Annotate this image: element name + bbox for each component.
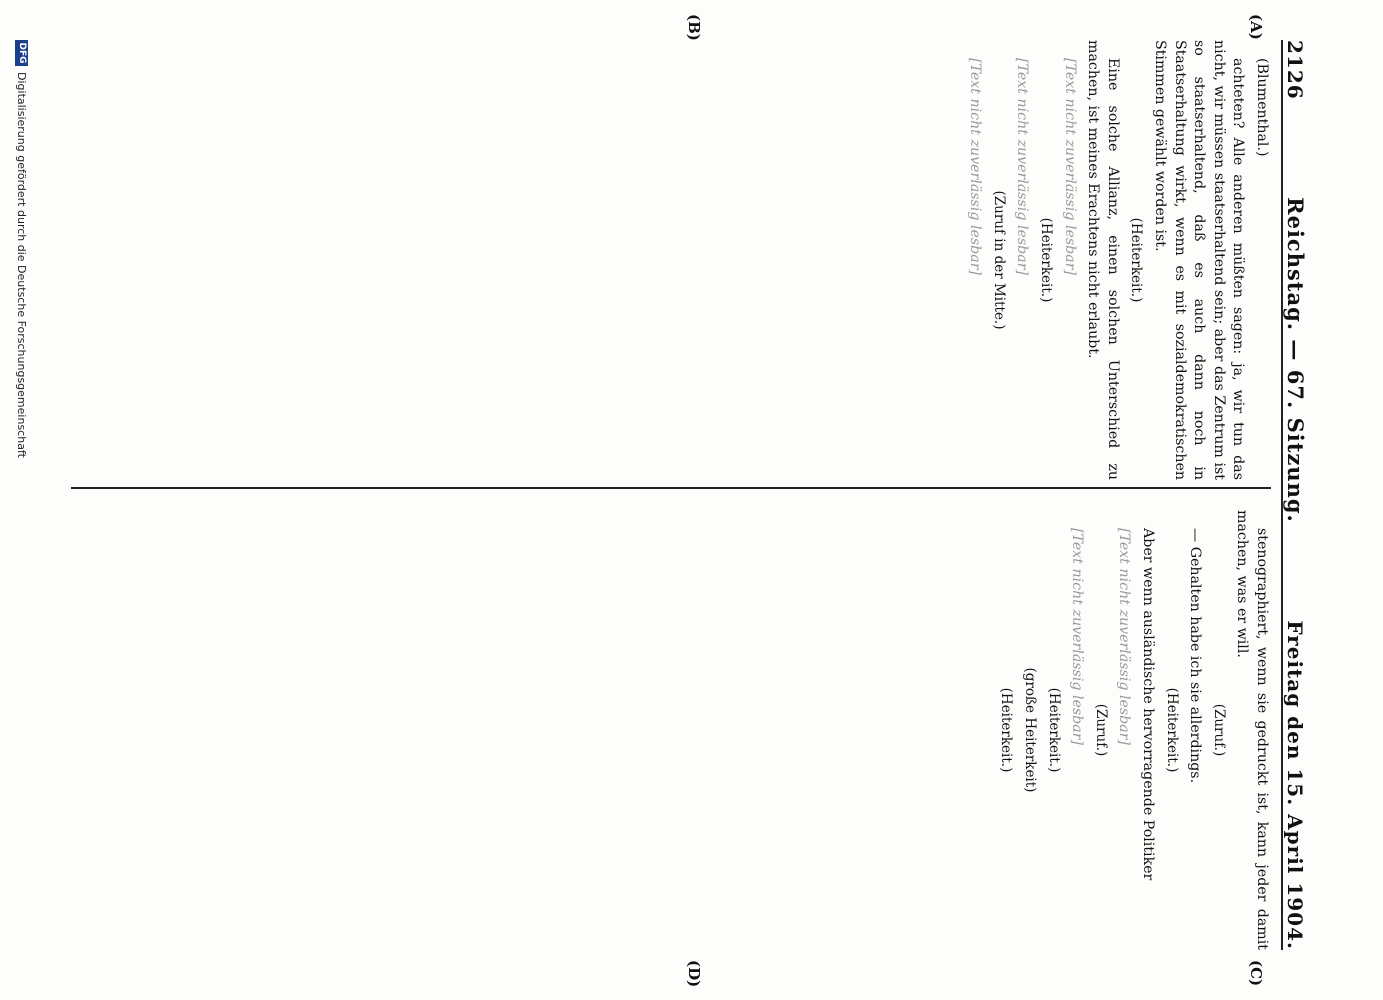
margin-marker-c: (C) [1247, 960, 1265, 987]
column-divider [71, 487, 1271, 489]
illegible-passage: [Text nicht zuverlässig lesbar] [1116, 528, 1133, 746]
interjection: (Heiterkeit.) [1038, 217, 1055, 303]
digitization-note [15, 40, 28, 960]
margin-marker-b: (B) [685, 14, 703, 41]
paragraph: (Blumenthal.) [1254, 58, 1270, 157]
interjection: (große Heiterkeit) [1021, 667, 1038, 793]
illegible-passage: [Text nicht zuverlässig lesbar] [1069, 528, 1086, 746]
funding-note: Digitalisierung gefördert durch die Deutsche Forschungsgemeinschaft [15, 72, 28, 458]
left-column [71, 40, 1271, 480]
interjection: (Zuruf in der Mitte.) [990, 190, 1007, 330]
paragraph: — Gehalten habe ich sie allerdings. [1187, 528, 1204, 784]
margin-marker-d: (D) [685, 960, 703, 988]
interjection: (Zuruf.) [1092, 703, 1109, 757]
page-number: 2126 [1283, 40, 1307, 100]
paragraph: achteten? Alle anderen müßten sagen: ja, wir tun das nicht, wir müssen staatserhaltend sein; aber das Zentrum ist so staatserhaltend, daß es auch dann noch in Staatserhaltung wirkt, wenn es mit sozialdemokratischen Stimmen gewählt worden ist. [1152, 40, 1247, 480]
interjection: (Heiterkeit.) [1045, 687, 1062, 773]
illegible-passage: [Text nicht zuverlässig lesbar] [1061, 58, 1078, 276]
interjection: (Zuruf.) [1210, 703, 1227, 757]
interjection: (Heiterkeit.) [998, 687, 1015, 773]
right-column [71, 510, 1271, 950]
margin-marker-a: (A) [1247, 14, 1265, 40]
illegible-passage: [Text nicht zuverlässig lesbar] [967, 58, 984, 276]
session-date: Freitag den 15. April 1904. [1283, 620, 1307, 950]
paragraph: Eine solche Allianz, einen solchen Unterschied zu machen, ist meines Erachtens nicht erlaubt. [1085, 40, 1121, 480]
paragraph: stenographiert, wenn sie gedruckt ist, kann jeder damit machen, was er will. [1234, 510, 1270, 950]
paragraph: Aber wenn ausländische hervorragende Politiker [1139, 528, 1156, 881]
illegible-passage: [Text nicht zuverlässig lesbar] [1014, 58, 1031, 276]
session-title: Reichstag. — 67. Sitzung. [1283, 197, 1308, 523]
page-header [1281, 40, 1313, 950]
interjection: (Heiterkeit.) [1128, 217, 1145, 303]
interjection: (Heiterkeit.) [1163, 687, 1180, 773]
dfg-logo: DFG [15, 40, 28, 66]
